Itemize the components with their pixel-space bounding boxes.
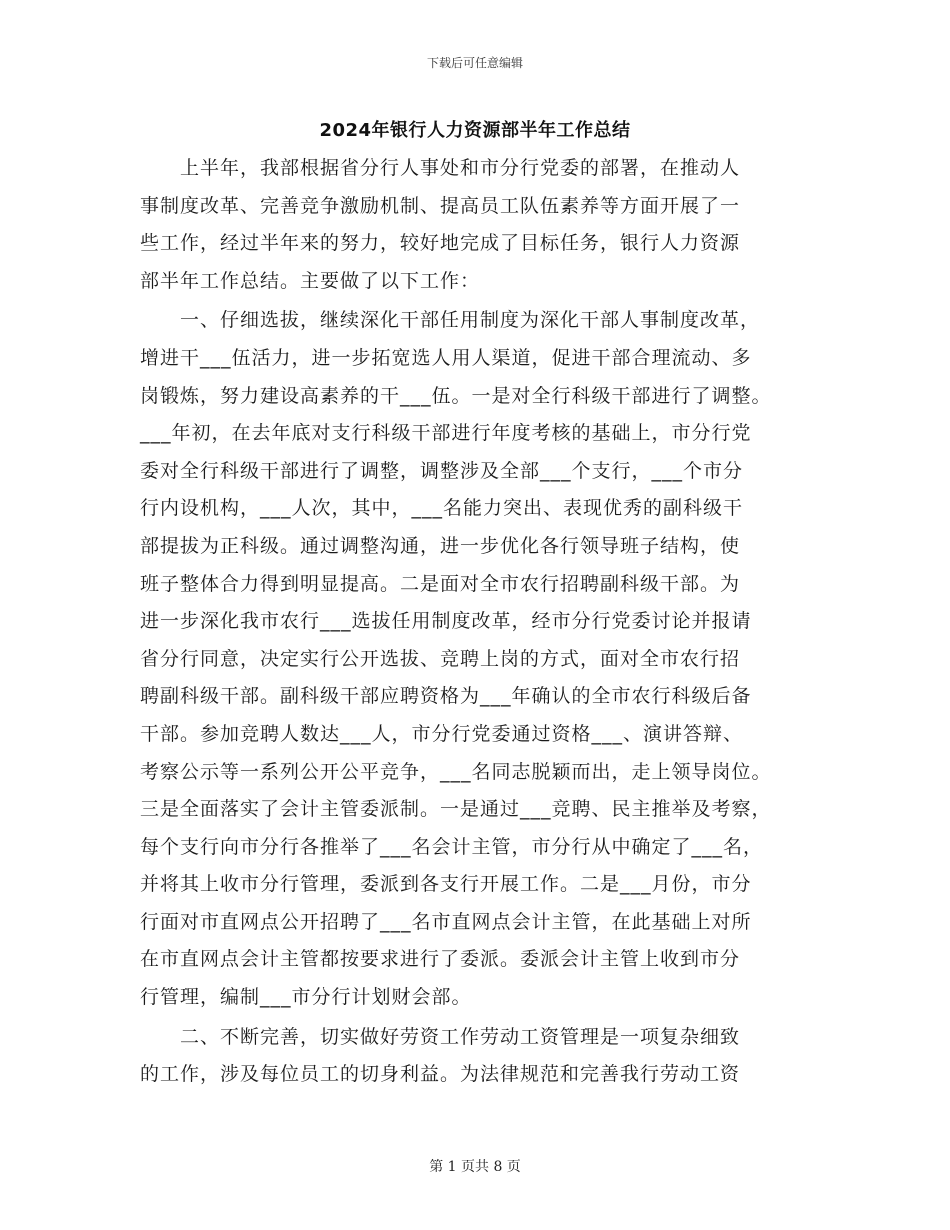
text-line: 三是全面落实了会计主管委派制。一是通过___竞聘、民主推举及考察， xyxy=(140,798,772,821)
text-line: 些工作，经过半年来的努力，较好地完成了目标任务，银行人力资源 xyxy=(140,232,741,255)
document-title: 2024年银行人力资源部半年工作总结 xyxy=(319,120,631,141)
text-line: 省分行同意，决定实行公开选拔、竞聘上岗的方式，面对全市农行招 xyxy=(140,647,741,670)
text-line: 委对全行科级干部进行了调整，调整涉及全部___个支行，___个市分 xyxy=(140,459,744,482)
text-line: 二、不断完善，切实做好劳资工作劳动工资管理是一项复杂细致 xyxy=(140,1025,741,1048)
text-line: 事制度改革、完善竞争激励机制、提高员工队伍素养等方面开展了一 xyxy=(140,194,741,217)
paragraph-intro xyxy=(140,150,810,300)
text-line: 班子整体合力得到明显提高。二是面对全市农行招聘副科级干部。为 xyxy=(140,572,741,595)
paragraph-section-one xyxy=(140,302,810,1016)
text-line: 干部。参加竞聘人数达___人，市分行党委通过资格___、演讲答辩、 xyxy=(140,722,744,745)
text-line: 行管理，编制___市分行计划财会部。 xyxy=(140,986,472,1009)
page-footer: 第 1 页共 8 页 xyxy=(429,1159,521,1175)
text-line: 聘副科级干部。副科级干部应聘资格为___年确认的全市农行科级后备 xyxy=(140,685,752,708)
text-line: 每个支行向市分行各推举了___名会计主管，市分行从中确定了___名， xyxy=(140,835,764,858)
text-line: 进一步深化我市农行___选拔任用制度改革，经市分行党委讨论并报请 xyxy=(140,610,752,633)
header-note: 下载后可任意编辑 xyxy=(426,56,523,70)
text-line: 上半年，我部根据省分行人事处和市分行党委的部署，在推动人 xyxy=(140,157,741,179)
text-line: ___年初，在去年底对支行科级干部进行年度考核的基础上，市分行党 xyxy=(140,422,752,445)
text-line: 增进干___伍活力，进一步拓宽选人用人渠道，促进干部合理流动、多 xyxy=(140,346,752,369)
text-line: 部半年工作总结。主要做了以下工作： xyxy=(140,269,481,292)
paragraph-section-two xyxy=(140,1019,810,1094)
document-body xyxy=(140,150,810,1096)
text-line: 行内设机构，___人次，其中，___名能力突出、表现优秀的副科级干 xyxy=(140,497,744,520)
text-line: 岗锻炼，努力建设高素养的干___伍。一是对全行科级干部进行了调整。 xyxy=(140,384,772,407)
text-line: 并将其上收市分行管理，委派到各支行开展工作。二是___月份，市分 xyxy=(140,873,752,896)
text-line: 在市直网点会计主管都按要求进行了委派。委派会计主管上收到市分 xyxy=(140,948,741,971)
text-line: 的工作，涉及每位员工的切身利益。为法律规范和完善我行劳动工资 xyxy=(140,1063,741,1086)
text-line: 一、仔细选拔，继续深化干部任用制度为深化干部人事制度改革， xyxy=(140,309,761,332)
text-line: 考察公示等一系列公开公平竞争，___名同志脱颖而出，走上领导岗位。 xyxy=(140,760,772,783)
text-line: 部提拔为正科级。通过调整沟通，进一步优化各行领导班子结构，使 xyxy=(140,534,741,557)
text-line: 行面对市直网点公开招聘了___名市直网点会计主管，在此基础上对所 xyxy=(140,910,752,933)
